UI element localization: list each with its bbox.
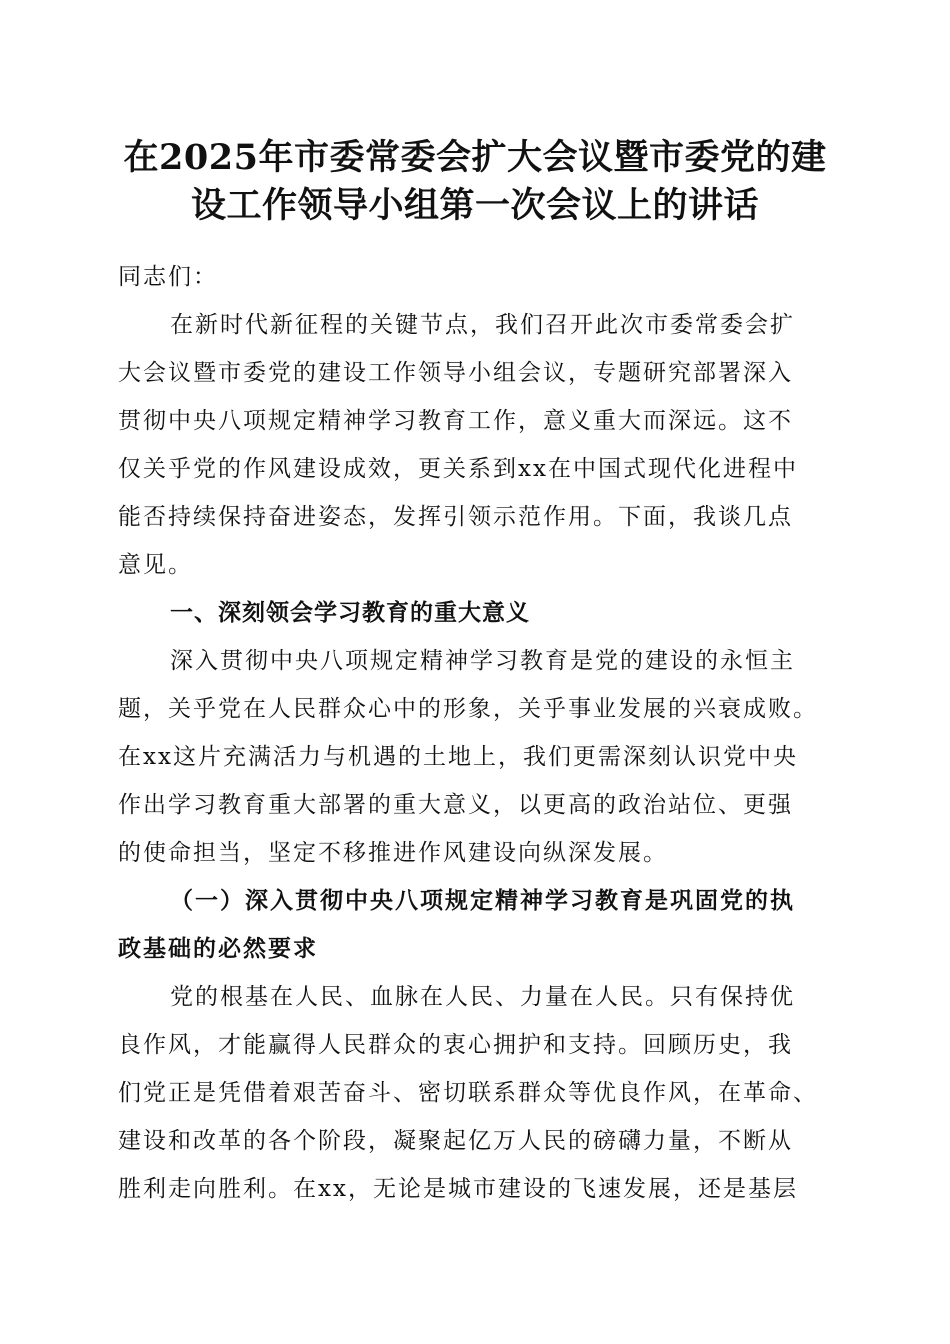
subsection-heading-line: 政基础的必然要求	[118, 935, 318, 962]
paragraph-line: 能否持续保持奋进姿态，发挥引领示范作用。下面，我谈几点	[118, 504, 793, 530]
section-heading: 一、深刻领会学习教育的重大意义	[170, 600, 530, 626]
paragraph-intro	[118, 301, 838, 589]
document-body	[118, 253, 838, 1213]
paragraph-foundation	[118, 973, 838, 1213]
paragraph-line: 建设和改革的各个阶段，凝聚起亿万人民的磅礴力量，不断从	[118, 1128, 793, 1154]
paragraph-line: 在新时代新征程的关键节点，我们召开此次市委常委会扩	[170, 312, 795, 338]
paragraph-line: 意见。	[118, 552, 193, 578]
paragraph-line: 大会议暨市委党的建设工作领导小组会议，专题研究部署深入	[118, 360, 793, 386]
document-title	[100, 134, 850, 230]
paragraph-line: 深入贯彻中央八项规定精神学习教育是党的建设的永恒主	[170, 648, 795, 674]
paragraph-line: 在xx这片充满活力与机遇的土地上，我们更需深刻认识党中央	[118, 744, 798, 770]
paragraph-line: 良作风，才能赢得人民群众的衷心拥护和支持。回顾历史，我	[118, 1032, 793, 1058]
paragraph-line: 的使命担当，坚定不移推进作风建设向纵深发展。	[118, 840, 668, 866]
paragraph-line: 贯彻中央八项规定精神学习教育工作，意义重大而深远。这不	[118, 408, 793, 434]
title-line: 在2025年市委常委会扩大会议暨市委党的建	[123, 137, 827, 178]
title-line: 设工作领导小组第一次会议上的讲话	[190, 185, 759, 226]
paragraph-line: 题，关乎党在人民群众心中的形象，关乎事业发展的兴衰成败。	[118, 696, 818, 722]
subsection-heading-line: （一）深入贯彻中央八项规定精神学习教育是巩固党的执	[170, 887, 795, 914]
paragraph-line: 党的根基在人民、血脉在人民、力量在人民。只有保持优	[170, 984, 795, 1010]
paragraph-line: 作出学习教育重大部署的重大意义，以更高的政治站位、更强	[118, 792, 793, 818]
paragraph-line: 胜利走向胜利。在xx，无论是城市建设的飞速发展，还是基层	[118, 1176, 798, 1202]
paragraph-line: 仅关乎党的作风建设成效，更关系到xx在中国式现代化进程中	[118, 456, 798, 482]
paragraph-line: 们党正是凭借着艰苦奋斗、密切联系群众等优良作风，在革命、	[118, 1080, 818, 1106]
subsection-heading	[118, 877, 838, 973]
paragraph-significance	[118, 637, 838, 877]
salutation: 同志们：	[118, 264, 218, 290]
